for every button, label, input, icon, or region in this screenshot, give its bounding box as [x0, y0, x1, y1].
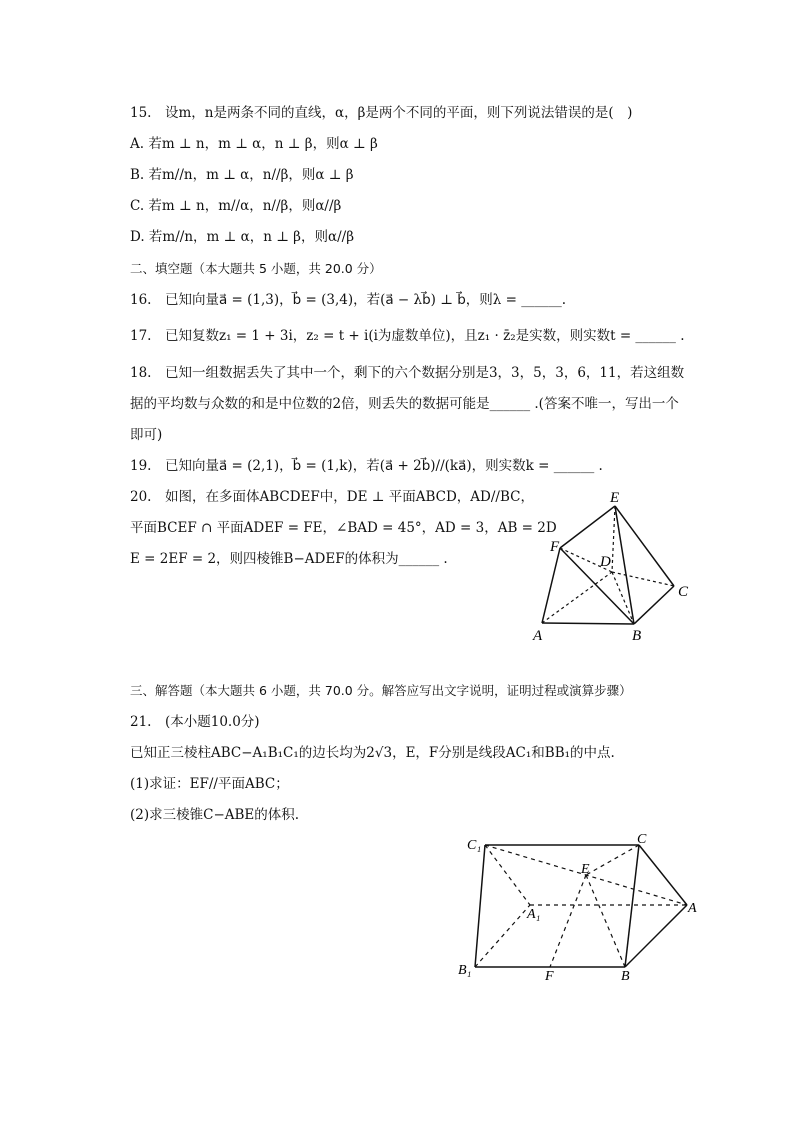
- edge-ce: [586, 845, 639, 875]
- label-f: F: [550, 539, 560, 555]
- label-a: A: [533, 628, 543, 644]
- label-b-21: B: [621, 969, 630, 984]
- label-c1: C₁: [467, 838, 482, 853]
- edge-c1b1: [475, 845, 485, 967]
- q18-line-2: 据的平均数与众数的和是中位数的2倍，则丢失的数据可能是______ .(答案不唯一，写出一个: [130, 396, 679, 412]
- label-b: B: [632, 628, 642, 644]
- q17: 17. 已知复数z₁ = 1 + 3i，z₂ = t + i(i为虚数单位)，且z₁ · z̄₂是实数，则实数t = ______ .: [130, 328, 685, 344]
- edge-eb-21: [586, 875, 625, 967]
- section-2-title: 二、填空题（本大题共 5 小题，共 20.0 分）: [130, 261, 382, 276]
- label-a-21: A: [688, 901, 697, 916]
- label-d: D: [600, 554, 611, 570]
- edge-c1a1: [485, 845, 530, 905]
- edge-ca: [639, 845, 687, 905]
- section-3-title: 三、解答题（本大题共 6 小题，共 70.0 分。解答应写出文字说明，证明过程或演算步骤）: [130, 683, 632, 698]
- edge-b1a1: [475, 905, 530, 967]
- edge-ab: [542, 623, 634, 624]
- q18-line-1: 18. 已知一组数据丢失了其中一个，剩下的六个数据分别是3，3，5，3，6，11，若这组数: [130, 365, 685, 381]
- q15-option-c: C. 若m ⊥ n，m//α，n//β，则α//β: [130, 198, 342, 214]
- q19: 19. 已知向量a⃗ = (2,1)，b⃗ = (1,k)，若(a⃗ + 2b⃗)//(ka⃗)，则实数k = ______ .: [130, 458, 603, 474]
- q20-polyhedron-figure: [530, 488, 700, 648]
- q21-part-2: (2)求三棱锥C−ABE的体积.: [130, 807, 300, 823]
- edge-ea: [560, 506, 615, 548]
- edge-ef: [550, 875, 586, 967]
- label-c: C: [678, 584, 689, 600]
- q21-stem: 已知正三棱柱ABC−A₁B₁C₁的边长均为2√3，E，F分别是线段AC₁和BB₁的中点.: [130, 745, 615, 761]
- label-e: E: [610, 490, 620, 506]
- q15-option-a: A. 若m ⊥ n，m ⊥ α，n ⊥ β，则α ⊥ β: [130, 136, 378, 152]
- q20-line-3: E = 2EF = 2，则四棱锥B−ADEF的体积为______ .: [130, 551, 448, 567]
- edge-eb: [615, 506, 634, 624]
- q21-prism-figure: [455, 830, 705, 985]
- q16: 16. 已知向量a⃗ = (1,3)，b⃗ = (3,4)，若(a⃗ − λb⃗) ⊥ b⃗，则λ = ______.: [130, 292, 567, 308]
- q15-option-d: D. 若m//n，m ⊥ α，n ⊥ β，则α//β: [130, 229, 355, 245]
- edge-bc: [634, 586, 674, 624]
- edge-cb: [625, 845, 639, 967]
- q15-option-b: B. 若m//n，m ⊥ α，n//β，则α ⊥ β: [130, 167, 354, 183]
- label-e-21: E: [581, 862, 590, 877]
- edge-db: [612, 572, 634, 624]
- q21-header: 21. (本小题10.0分): [130, 714, 260, 730]
- label-f-21: F: [545, 969, 554, 984]
- label-c-21: C: [637, 832, 647, 847]
- edge-ec: [615, 506, 674, 586]
- q20-line-1: 20. 如图，在多面体ABCDEF中，DE ⊥ 平面ABCD，AD//BC，: [130, 489, 534, 505]
- q18-line-3: 即可): [130, 427, 163, 443]
- label-a1: A₁: [527, 907, 541, 922]
- edge-ed: [612, 506, 615, 572]
- label-b1: B₁: [458, 963, 472, 978]
- q15-stem: 15. 设m，n是两条不同的直线，α，β是两个不同的平面，则下列说法错误的是( ): [130, 105, 633, 121]
- q20-line-2: 平面BCEF ∩ 平面ADEF = FE，∠BAD = 45°，AD = 3，AB = 2D: [130, 520, 557, 536]
- q21-part-1: (1)求证：EF//平面ABC；: [130, 776, 289, 792]
- edge-ba: [625, 905, 687, 967]
